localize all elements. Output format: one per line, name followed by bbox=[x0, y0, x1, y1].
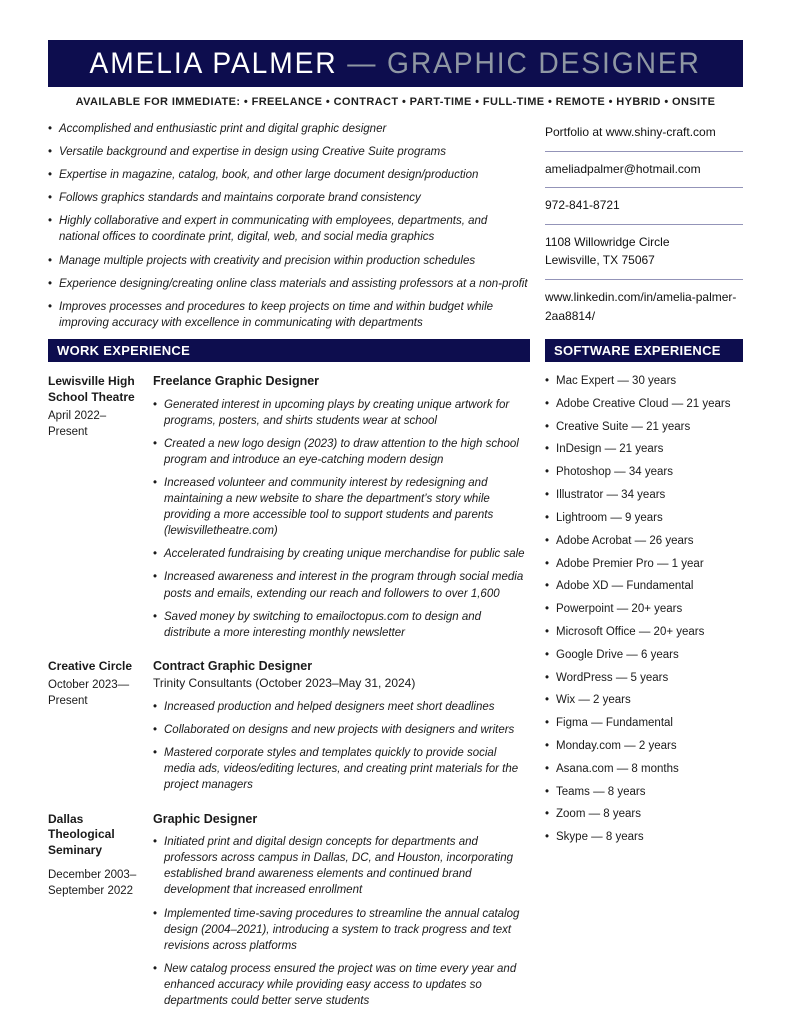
summary-bullet: • Versatile background and expertise in design using Creative Suite programs bbox=[48, 144, 530, 160]
job-title: Contract Graphic Designer bbox=[153, 658, 313, 673]
job-bullet: • Saved money by switching to emailoctopus.com to design and distribute a more interesting monthly newsletter bbox=[153, 609, 530, 641]
linkedin-link[interactable]: www.linkedin.com/in/amelia-palmer-2aa8814/ bbox=[545, 289, 737, 323]
software-item: • Lightroom — 9 years bbox=[545, 512, 743, 525]
email-link[interactable]: ameliadpalmer@hotmail.com bbox=[545, 152, 743, 189]
company-name: Creative Circle bbox=[48, 658, 133, 673]
job-bullet-list bbox=[153, 834, 530, 1009]
summary-bullet: • Follows graphics standards and maintains corporate brand consistency bbox=[48, 190, 530, 206]
job-detail bbox=[153, 374, 530, 641]
job-bullet-list bbox=[153, 397, 530, 641]
software-item: • Adobe Acrobat — 26 years bbox=[545, 535, 743, 548]
software-item: • WordPress — 5 years bbox=[545, 672, 743, 685]
section-heading-row bbox=[48, 339, 743, 362]
job-bullet: • Increased awareness and interest in the program through social media posts and emails, extending our reach and followers to over 1,600 bbox=[153, 569, 530, 601]
job-entry-creative-circle bbox=[48, 659, 530, 794]
summary-bullet: • Manage multiple projects with creativity and precision within production schedules bbox=[48, 253, 530, 269]
job-bullet: • Mastered corporate styles and templates quickly to provide social media ads, videos/editing lectures, and creating print materials for the project managers bbox=[153, 745, 530, 793]
summary-bullet: • Accomplished and enthusiastic print and digital graphic designer bbox=[48, 121, 530, 137]
candidate-role: GRAPHIC DESIGNER bbox=[387, 46, 702, 80]
header-bar bbox=[48, 40, 743, 87]
software-item: • Monday.com — 2 years bbox=[545, 740, 743, 753]
job-bullet: • Increased production and helped designers meet short deadlines bbox=[153, 699, 530, 715]
job-bullet-list bbox=[153, 699, 530, 793]
page-title bbox=[90, 47, 701, 81]
job-detail bbox=[153, 659, 530, 794]
software-item: • Google Drive — 6 years bbox=[545, 649, 743, 662]
date-line: Present bbox=[48, 425, 88, 438]
job-entry-lewisville bbox=[48, 374, 530, 641]
company-name: Dallas Theological Seminary bbox=[48, 811, 115, 857]
address-line: 1108 Willowridge Circle bbox=[545, 234, 670, 249]
summary-bullet: • Highly collaborative and expert in communicating with employees, departments, and national offices to coordinate print, digital, web, and social media graphics bbox=[48, 213, 530, 245]
software-item: • Photoshop — 34 years bbox=[545, 466, 743, 479]
availability-line: AVAILABLE FOR IMMEDIATE: • FREELANCE • CONTRACT • PART-TIME • FULL-TIME • REMOTE • HYBRID • ONSITE bbox=[75, 96, 716, 108]
summary-bullet: • Expertise in magazine, catalog, book, and other large document design/production bbox=[48, 167, 530, 183]
software-item: • Microsoft Office — 20+ years bbox=[545, 626, 743, 639]
portfolio-link[interactable]: Portfolio at www.shiny-craft.com bbox=[545, 121, 743, 152]
software-item: • Powerpoint — 20+ years bbox=[545, 603, 743, 616]
summary-list bbox=[48, 121, 530, 338]
main-section bbox=[48, 362, 743, 1009]
date-line: April 2022– bbox=[48, 410, 107, 423]
job-bullet: • Generated interest in upcoming plays by creating unique artwork for programs, posters, and shirts students wear at school bbox=[153, 397, 530, 429]
job-bullet: • Increased volunteer and community interest by redesigning and maintaining a new website to share the department’s story while providing a more accessible tool to support students and parents (lewisvilletheatre.com) bbox=[153, 475, 530, 539]
software-item: • Creative Suite — 21 years bbox=[545, 421, 743, 434]
software-item: • Mac Expert — 30 years bbox=[545, 375, 743, 388]
software-list bbox=[545, 375, 743, 844]
job-bullet: • Implemented time-saving procedures to streamline the annual catalog design (2004–2021), introducing a system to track progress and text revisions across platforms bbox=[153, 906, 530, 954]
job-bullet: • Collaborated on designs and new projects with designers and writers bbox=[153, 722, 530, 738]
title-dash: — bbox=[337, 46, 388, 80]
date-line: October 2023— bbox=[48, 679, 130, 692]
software-item: • Skype — 8 years bbox=[545, 831, 743, 844]
software-item: • Adobe Creative Cloud — 21 years bbox=[545, 398, 743, 411]
job-dates bbox=[48, 409, 145, 440]
software-item: • Adobe Premier Pro — 1 year bbox=[545, 558, 743, 571]
software-item: • Wix — 2 years bbox=[545, 694, 743, 707]
job-detail bbox=[153, 812, 530, 1010]
mailing-address bbox=[545, 225, 743, 280]
job-title: Freelance Graphic Designer bbox=[153, 374, 320, 388]
company-name: Lewisville High School Theatre bbox=[48, 374, 135, 404]
software-item: • Figma — Fundamental bbox=[545, 717, 743, 730]
job-bullet: • New catalog process ensured the project was on time every year and enhanced accuracy while providing easy access to updates so departments could better serve students bbox=[153, 961, 530, 1009]
software-item: • Asana.com — 8 months bbox=[545, 763, 743, 776]
contact-panel bbox=[545, 121, 743, 338]
date-line: December 2003– bbox=[48, 869, 137, 882]
candidate-name: AMELIA PALMER bbox=[89, 46, 338, 80]
summary-bullet: • Improves processes and procedures to keep projects on time and within budget while improving accuracy with excellence in communicating with departments bbox=[48, 299, 530, 331]
work-experience-section bbox=[48, 362, 530, 1009]
software-item: • Teams — 8 years bbox=[545, 786, 743, 799]
job-dates bbox=[48, 678, 145, 709]
top-section bbox=[48, 121, 743, 338]
phone-number: 972-841-8721 bbox=[545, 188, 743, 225]
address-line: Lewisville, TX 75067 bbox=[545, 253, 655, 268]
job-bullet: • Initiated print and digital design concepts for departments and professors across campus in Dallas, DC, and Houston, incorporating established brand awareness elements and continued brand development that increased enrollment bbox=[153, 834, 530, 898]
software-item: • Illustrator — 34 years bbox=[545, 489, 743, 502]
job-meta bbox=[48, 374, 153, 641]
software-experience-section bbox=[545, 362, 743, 1009]
job-meta bbox=[48, 659, 153, 794]
job-dates bbox=[48, 868, 145, 899]
job-bullet: • Created a new logo design (2023) to draw attention to the high school program and introduce an eye-catching modern design bbox=[153, 436, 530, 468]
software-experience-heading: SOFTWARE EXPERIENCE bbox=[545, 339, 743, 362]
date-line: Present bbox=[48, 694, 88, 707]
software-item: • Adobe XD — Fundamental bbox=[545, 580, 743, 593]
summary-bullet: • Experience designing/creating online class materials and assisting professors at a non-profit bbox=[48, 276, 530, 292]
job-bullet: • Accelerated fundraising by creating unique merchandise for public sale bbox=[153, 546, 530, 562]
job-entry-dallas-seminary bbox=[48, 812, 530, 1010]
software-item: • InDesign — 21 years bbox=[545, 443, 743, 456]
date-line: September 2022 bbox=[48, 884, 134, 897]
work-experience-heading: WORK EXPERIENCE bbox=[48, 339, 530, 362]
job-meta bbox=[48, 812, 153, 1010]
job-title: Graphic Designer bbox=[153, 811, 258, 826]
software-item: • Zoom — 8 years bbox=[545, 808, 743, 821]
job-subtitle: Trinity Consultants (October 2023–May 31, 2024) bbox=[153, 676, 416, 691]
